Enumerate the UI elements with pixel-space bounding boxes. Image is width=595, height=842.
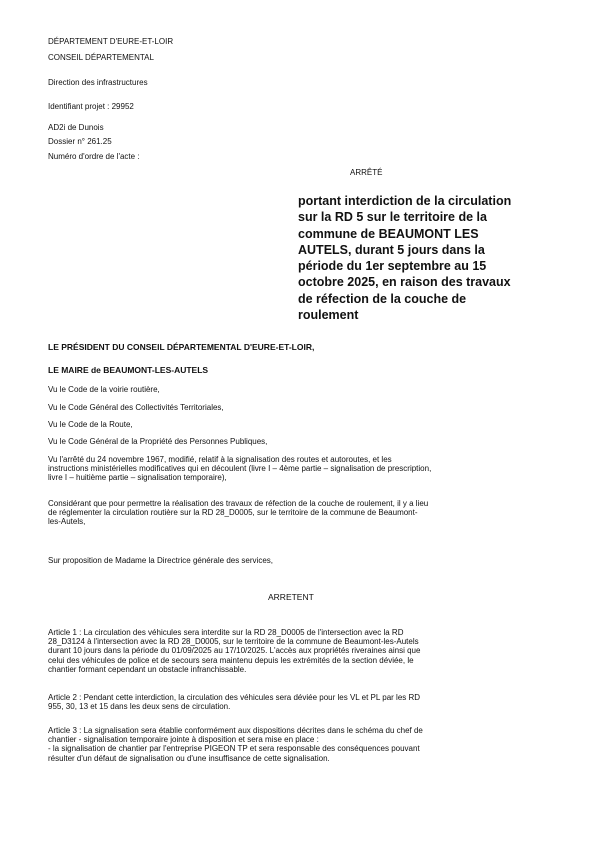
- arretent-heading: ARRETENT: [268, 592, 314, 602]
- article-1: [48, 628, 420, 674]
- title-line: sur la RD 5 sur le territoire de la: [298, 210, 487, 225]
- paragraph-line: Article 3 : La signalisation sera établie conformément aux dispositions décrites dans le schéma du chef de: [48, 726, 423, 735]
- paragraph-line: chantier formant cependant un obstacle infranchissable.: [48, 664, 247, 674]
- paragraph-line: durant 10 jours dans la période du 01/09/2025 au 17/10/2025. L'accès aux propriétés riveraines ainsi que: [48, 646, 421, 656]
- president-heading: LE PRÉSIDENT DU CONSEIL DÉPARTEMENTAL D'EURE-ET-LOIR,: [48, 342, 315, 352]
- department-name: DÉPARTEMENT D'EURE-ET-LOIR: [48, 37, 174, 46]
- paragraph-line: Article 2 : Pendant cette interdiction, la circulation des véhicules sera déviée pour les VL et PL par les RD: [48, 693, 421, 702]
- paragraph-line: Article 1 : La circulation des véhicules sera interdite sur la RD 28_D0005 de l'intersection avec la RD: [48, 628, 404, 637]
- title-line: portant interdiction de la circulation: [298, 194, 512, 208]
- title-line: AUTELS, durant 5 jours dans la: [298, 242, 485, 257]
- vu-clause: Vu le Code de la Route,: [48, 420, 133, 429]
- act-number: Numéro d'ordre de l'acte :: [48, 152, 140, 161]
- title-line: roulement: [298, 307, 359, 322]
- direction-name: Direction des infrastructures: [48, 78, 148, 87]
- vu-clause: Vu le Code Général de la Propriété des Personnes Publiques,: [48, 437, 268, 446]
- paragraph-line: Vu l'arrêté du 24 novembre 1967, modifié, relatif à la signalisation des routes et autoroutes, et les: [48, 455, 392, 464]
- paragraph-line: de réglementer la circulation routière sur la RD 28_D0005, sur le territoire de la commune de Beaumont-: [48, 508, 418, 518]
- file-number: Dossier n° 261.25: [48, 137, 112, 146]
- paragraph-line: livre I – huitième partie – signalisation temporaire),: [48, 473, 227, 483]
- title-line: période du 1er septembre au 15: [298, 259, 487, 273]
- mayor-heading: LE MAIRE de BEAUMONT-LES-AUTELS: [48, 365, 209, 375]
- article-3: [48, 726, 423, 763]
- paragraph-line: 955, 30, 13 et 15 dans les deux sens de circulation.: [48, 702, 231, 712]
- considerant-clause: [48, 499, 428, 527]
- vu-clause: Vu le Code Général des Collectivités Territoriales,: [48, 403, 224, 412]
- ad-name: AD2i de Dunois: [48, 123, 104, 132]
- proposition-clause: Sur proposition de Madame la Directrice générale des services,: [48, 556, 273, 565]
- paragraph-line: résulter d'un défaut de signalisation ou d'une insuffisance de cette signalisation.: [48, 753, 330, 763]
- title-line: de réfection de la couche de: [298, 291, 467, 306]
- paragraph-line: les-Autels,: [48, 517, 86, 527]
- decree-title: [298, 193, 568, 323]
- paragraph-line: 28_D3124 à l'intersection avec la RD 28_D0005, sur le territoire de la commune de Beaumont-les-Autels: [48, 637, 419, 647]
- vu-arrete-clause: [48, 455, 431, 483]
- paragraph-line: Considérant que pour permettre la réalisation des travaux de réfection de la couche de roulement, il y a lieu: [48, 499, 429, 508]
- paragraph-line: - la signalisation de chantier par l'entreprise PIGEON TP et sera responsable des conséquences pouvant: [48, 744, 420, 754]
- project-id: Identifiant projet : 29952: [48, 102, 134, 111]
- arrete-label: ARRÊTÉ: [350, 168, 383, 177]
- paragraph-line: instructions ministérielles modificatives qui en découlent (livre I – 4ème partie – signalisation de prescription,: [48, 464, 432, 474]
- paragraph-line: chantier - signalisation temporaire jointe à disposition et sera mise en place :: [48, 735, 319, 745]
- council-name: CONSEIL DÉPARTEMENTAL: [48, 53, 154, 62]
- title-line: commune de BEAUMONT LES: [298, 226, 479, 241]
- title-line: octobre 2025, en raison des travaux: [298, 275, 511, 290]
- paragraph-line: celui des véhicules de police et de secours sera maintenu depuis les extrémités de la section déviée, le: [48, 655, 414, 665]
- vu-clause: Vu le Code de la voirie routière,: [48, 385, 160, 394]
- article-2: [48, 693, 420, 711]
